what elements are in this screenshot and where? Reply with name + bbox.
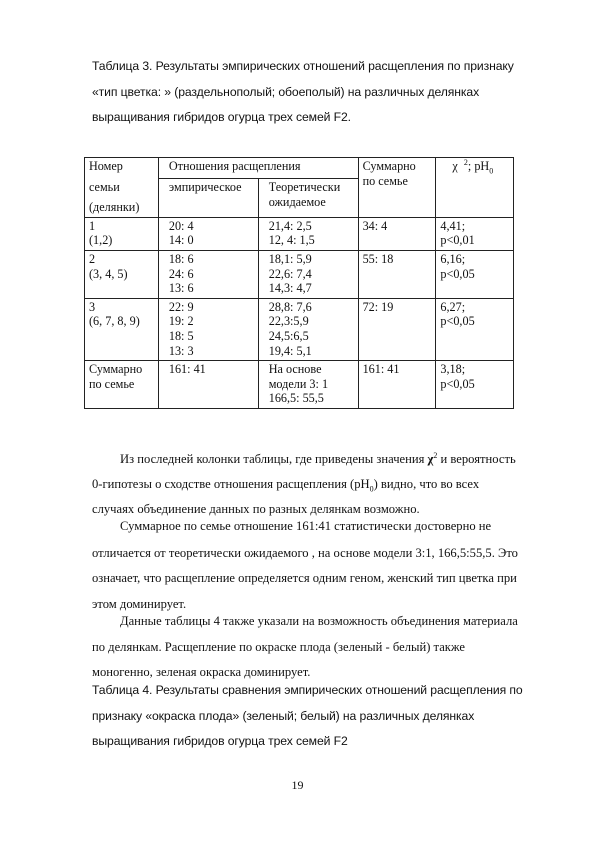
paragraph1-line-3: случаях объединение данных по разных делянкам возможно. <box>92 502 420 516</box>
cell-family-total <box>358 298 436 360</box>
cell-value: 18: 5 <box>168 328 194 343</box>
cell-value: 6,16; <box>440 251 466 266</box>
cell-value: 22,6: 7,4 <box>268 266 312 281</box>
table4-caption-line-2: признаку «окраска плода» (зеленый; белый) на различных делянках <box>92 709 475 723</box>
paragraph2-line-2: отличается от теоретически ожидаемого , на основе модели 3:1, 166,5:55,5. Это <box>92 546 518 560</box>
cell-empirical <box>158 298 258 360</box>
cell-chi-square <box>436 361 514 409</box>
cell-family-total <box>358 217 436 250</box>
table-row <box>85 217 514 250</box>
cell-value: 14: 0 <box>168 233 194 248</box>
table-row <box>85 250 514 298</box>
cell-value: p˂0,01 <box>440 233 475 248</box>
cell-value: 55: 18 <box>362 251 394 266</box>
cell-value: 72: 19 <box>362 299 394 314</box>
cell-value: модели 3: 1 <box>268 376 329 391</box>
header-theoretical: Теоретически ожидаемое <box>258 179 358 217</box>
cell-value: 28,8: 7,6 <box>268 299 312 314</box>
cell-value: 12, 4: 1,5 <box>268 233 315 248</box>
cell-chi-square <box>436 298 514 360</box>
cell-value: 6,27; <box>440 299 466 314</box>
table3 <box>84 157 514 409</box>
table3-caption-line-2: «тип цветка: » (раздельнополый; обоеполый) на различных делянках <box>92 85 480 99</box>
cell-family <box>85 250 159 298</box>
header-chi-square: χ $^2$; $pH_0$ <box>436 158 514 218</box>
cell-theoretical <box>258 298 358 360</box>
table3-caption-line-3: выращивания гибридов огурца трех семей F2. <box>92 110 351 124</box>
cell-family <box>85 361 159 409</box>
cell-value: 21,4: 2,5 <box>268 218 312 233</box>
cell-value: 18,1: 5,9 <box>268 251 312 266</box>
cell-value: 4,41; <box>440 218 466 233</box>
cell-value: 13: 3 <box>168 343 194 358</box>
cell-value: Суммарно <box>89 362 143 377</box>
table4-caption-line-1: Таблица 4. Результаты сравнения эмпирических отношений расщепления по <box>92 683 523 697</box>
paragraph2-line-1: Суммарное по семье отношение 161:41 статистически достоверно не <box>120 519 492 533</box>
cell-value: 24,5:6,5 <box>268 328 309 343</box>
table3-caption-line-1: Таблица 3. Результаты эмпирических отношений расщепления по признаку <box>92 59 514 73</box>
cell-value: 19,4: 5,1 <box>268 343 312 358</box>
page-number: 19 <box>291 778 304 792</box>
cell-theoretical <box>258 361 358 409</box>
header-family-total: Суммарно по семье <box>358 158 436 218</box>
header-segregation-ratios: Отношения расщепления <box>158 158 358 179</box>
cell-value: 2 <box>89 251 96 266</box>
cell-value: (1,2) <box>89 233 113 248</box>
table-header-row <box>85 158 514 179</box>
header-empirical: эмпирическое <box>158 179 258 217</box>
cell-value: На основе <box>268 362 322 377</box>
cell-value: 3,18; <box>440 362 466 377</box>
cell-chi-square <box>436 217 514 250</box>
table-row <box>85 361 514 409</box>
paragraph1-line-1: Из последней колонки таблицы, где приведены значения $\chi^2$ и вероятность <box>120 450 516 466</box>
cell-value: (6, 7, 8, 9) <box>89 314 140 329</box>
paragraph3-line-1: Данные таблицы 4 также указали на возможность объединения материала <box>120 614 518 628</box>
cell-family-total <box>358 361 436 409</box>
cell-value: 22: 9 <box>168 299 194 314</box>
cell-value: 13: 6 <box>168 281 194 296</box>
cell-value: 20: 4 <box>168 218 194 233</box>
cell-chi-square <box>436 250 514 298</box>
cell-theoretical <box>258 217 358 250</box>
cell-value: 3 <box>89 299 96 314</box>
cell-empirical <box>158 250 258 298</box>
cell-value: 19: 2 <box>168 314 194 329</box>
paragraph2-line-3: означает, что расщепление определяется одним геном, женский тип цветка при <box>92 571 517 585</box>
cell-value: 34: 4 <box>362 218 388 233</box>
cell-empirical <box>158 217 258 250</box>
header-family-number: Номер семьи (делянки) <box>85 158 159 218</box>
cell-value: p˂0,05 <box>440 266 475 281</box>
cell-value: по семье <box>89 376 135 391</box>
paragraph3-line-2: по делянкам. Расщепление по окраске плода (зеленый - белый) также <box>92 640 466 654</box>
cell-value: p˂0,05 <box>440 314 475 329</box>
cell-value: 161: 41 <box>168 362 206 377</box>
cell-empirical <box>158 361 258 409</box>
cell-value: 161: 41 <box>362 362 400 377</box>
cell-value: p˂0,05 <box>440 376 475 391</box>
paragraph3-line-3: моногенно, зеленая окраска доминирует. <box>92 665 311 679</box>
paragraph1-line-2: 0-гипотезы о сходстве отношения расщепления $(pH_0)$ видно, что во всех <box>92 477 480 494</box>
cell-value: 24: 6 <box>168 266 194 281</box>
table-row <box>85 298 514 360</box>
cell-value: 18: 6 <box>168 251 194 266</box>
cell-theoretical <box>258 250 358 298</box>
cell-family <box>85 217 159 250</box>
cell-value: (3, 4, 5) <box>89 266 128 281</box>
table4-caption-line-3: выращивания гибридов огурца трех семей F2 <box>92 734 348 748</box>
cell-value: 1 <box>89 218 96 233</box>
cell-value: 22,3:5,9 <box>268 314 309 329</box>
paragraph2-line-4: этом доминирует. <box>92 597 187 611</box>
cell-family-total <box>358 250 436 298</box>
cell-value: 14,3: 4,7 <box>268 281 312 296</box>
cell-value: 166,5: 55,5 <box>268 391 324 406</box>
cell-family <box>85 298 159 360</box>
